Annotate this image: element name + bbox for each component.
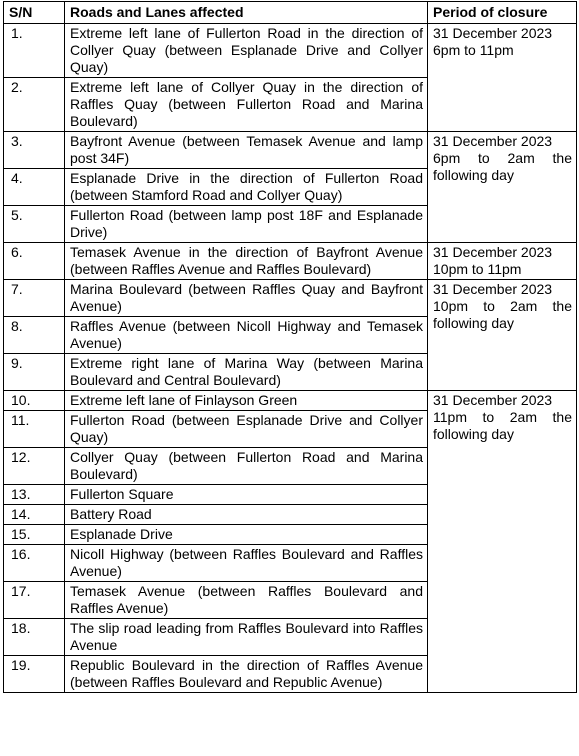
period-time: 10pm to 2am the following day [433, 298, 572, 331]
row-road: Bayfront Avenue (between Temasek Avenue and lamp post 34F) [65, 132, 428, 169]
row-road: Extreme left lane of Collyer Quay in the direction of Raffles Quay (between Fullerton Road and Marina Boulevard) [65, 78, 428, 132]
row-sn: 19. [4, 656, 65, 693]
header-sn: S/N [4, 2, 65, 24]
row-sn: 13. [4, 485, 65, 505]
row-road: Extreme left lane of Fullerton Road in the direction of Collyer Quay (between Esplanade Drive and Collyer Quay) [65, 24, 428, 78]
row-sn: 17. [4, 582, 65, 619]
period-time: 6pm to 11pm [433, 42, 514, 58]
period-cell [428, 132, 577, 243]
period-time: 10pm to 11pm [433, 261, 522, 277]
row-sn: 4. [4, 169, 65, 206]
row-road: Marina Boulevard (between Raffles Quay and Bayfront Avenue) [65, 280, 428, 317]
row-road: Esplanade Drive in the direction of Fullerton Road (between Stamford Road and Collyer Quay) [65, 169, 428, 206]
period-cell [428, 280, 577, 391]
row-sn: 9. [4, 354, 65, 391]
row-road: Collyer Quay (between Fullerton Road and Marina Boulevard) [65, 448, 428, 485]
row-road: Nicoll Highway (between Raffles Boulevard and Raffles Avenue) [65, 545, 428, 582]
period-date: 31 December 2023 [433, 133, 553, 149]
header-row [4, 2, 577, 24]
row-road: Extreme right lane of Marina Way (between Marina Boulevard and Central Boulevard) [65, 354, 428, 391]
row-sn: 5. [4, 206, 65, 243]
row-road: Fullerton Road (between lamp post 18F and Esplanade Drive) [65, 206, 428, 243]
period-date: 31 December 2023 [433, 25, 553, 41]
row-road: Temasek Avenue in the direction of Bayfront Avenue (between Raffles Avenue and Raffles Boulevard) [65, 243, 428, 280]
closure-table-wrapper [3, 1, 577, 693]
table-row [4, 280, 577, 317]
period-cell [428, 24, 577, 132]
row-road: The slip road leading from Raffles Boulevard into Raffles Avenue [65, 619, 428, 656]
row-sn: 16. [4, 545, 65, 582]
header-period: Period of closure [428, 2, 577, 24]
row-road: Temasek Avenue (between Raffles Boulevard and Raffles Avenue) [65, 582, 428, 619]
road-closure-table [3, 1, 577, 693]
row-sn: 11. [4, 411, 65, 448]
row-road: Raffles Avenue (between Nicoll Highway and Temasek Avenue) [65, 317, 428, 354]
row-sn: 10. [4, 391, 65, 411]
row-sn: 14. [4, 505, 65, 525]
period-date: 31 December 2023 [433, 244, 553, 260]
row-sn: 2. [4, 78, 65, 132]
period-time: 6pm to 2am the following day [433, 150, 572, 183]
period-time: 11pm to 2am the following day [433, 409, 572, 442]
row-sn: 6. [4, 243, 65, 280]
row-road: Republic Boulevard in the direction of Raffles Avenue (between Raffles Boulevard and Republic Avenue) [65, 656, 428, 693]
row-road: Battery Road [65, 505, 428, 525]
row-sn: 8. [4, 317, 65, 354]
period-date: 31 December 2023 [433, 281, 553, 297]
table-row [4, 132, 577, 169]
period-date: 31 December 2023 [433, 392, 553, 408]
row-sn: 1. [4, 24, 65, 78]
row-sn: 7. [4, 280, 65, 317]
table-row [4, 243, 577, 280]
period-cell [428, 243, 577, 280]
row-road: Fullerton Square [65, 485, 428, 505]
table-row [4, 391, 577, 411]
row-road: Extreme left lane of Finlayson Green [65, 391, 428, 411]
row-sn: 3. [4, 132, 65, 169]
row-sn: 18. [4, 619, 65, 656]
row-sn: 15. [4, 525, 65, 545]
header-roads: Roads and Lanes affected [65, 2, 428, 24]
row-road: Esplanade Drive [65, 525, 428, 545]
row-sn: 12. [4, 448, 65, 485]
period-cell [428, 391, 577, 693]
table-row [4, 24, 577, 78]
row-road: Fullerton Road (between Esplanade Drive and Collyer Quay) [65, 411, 428, 448]
